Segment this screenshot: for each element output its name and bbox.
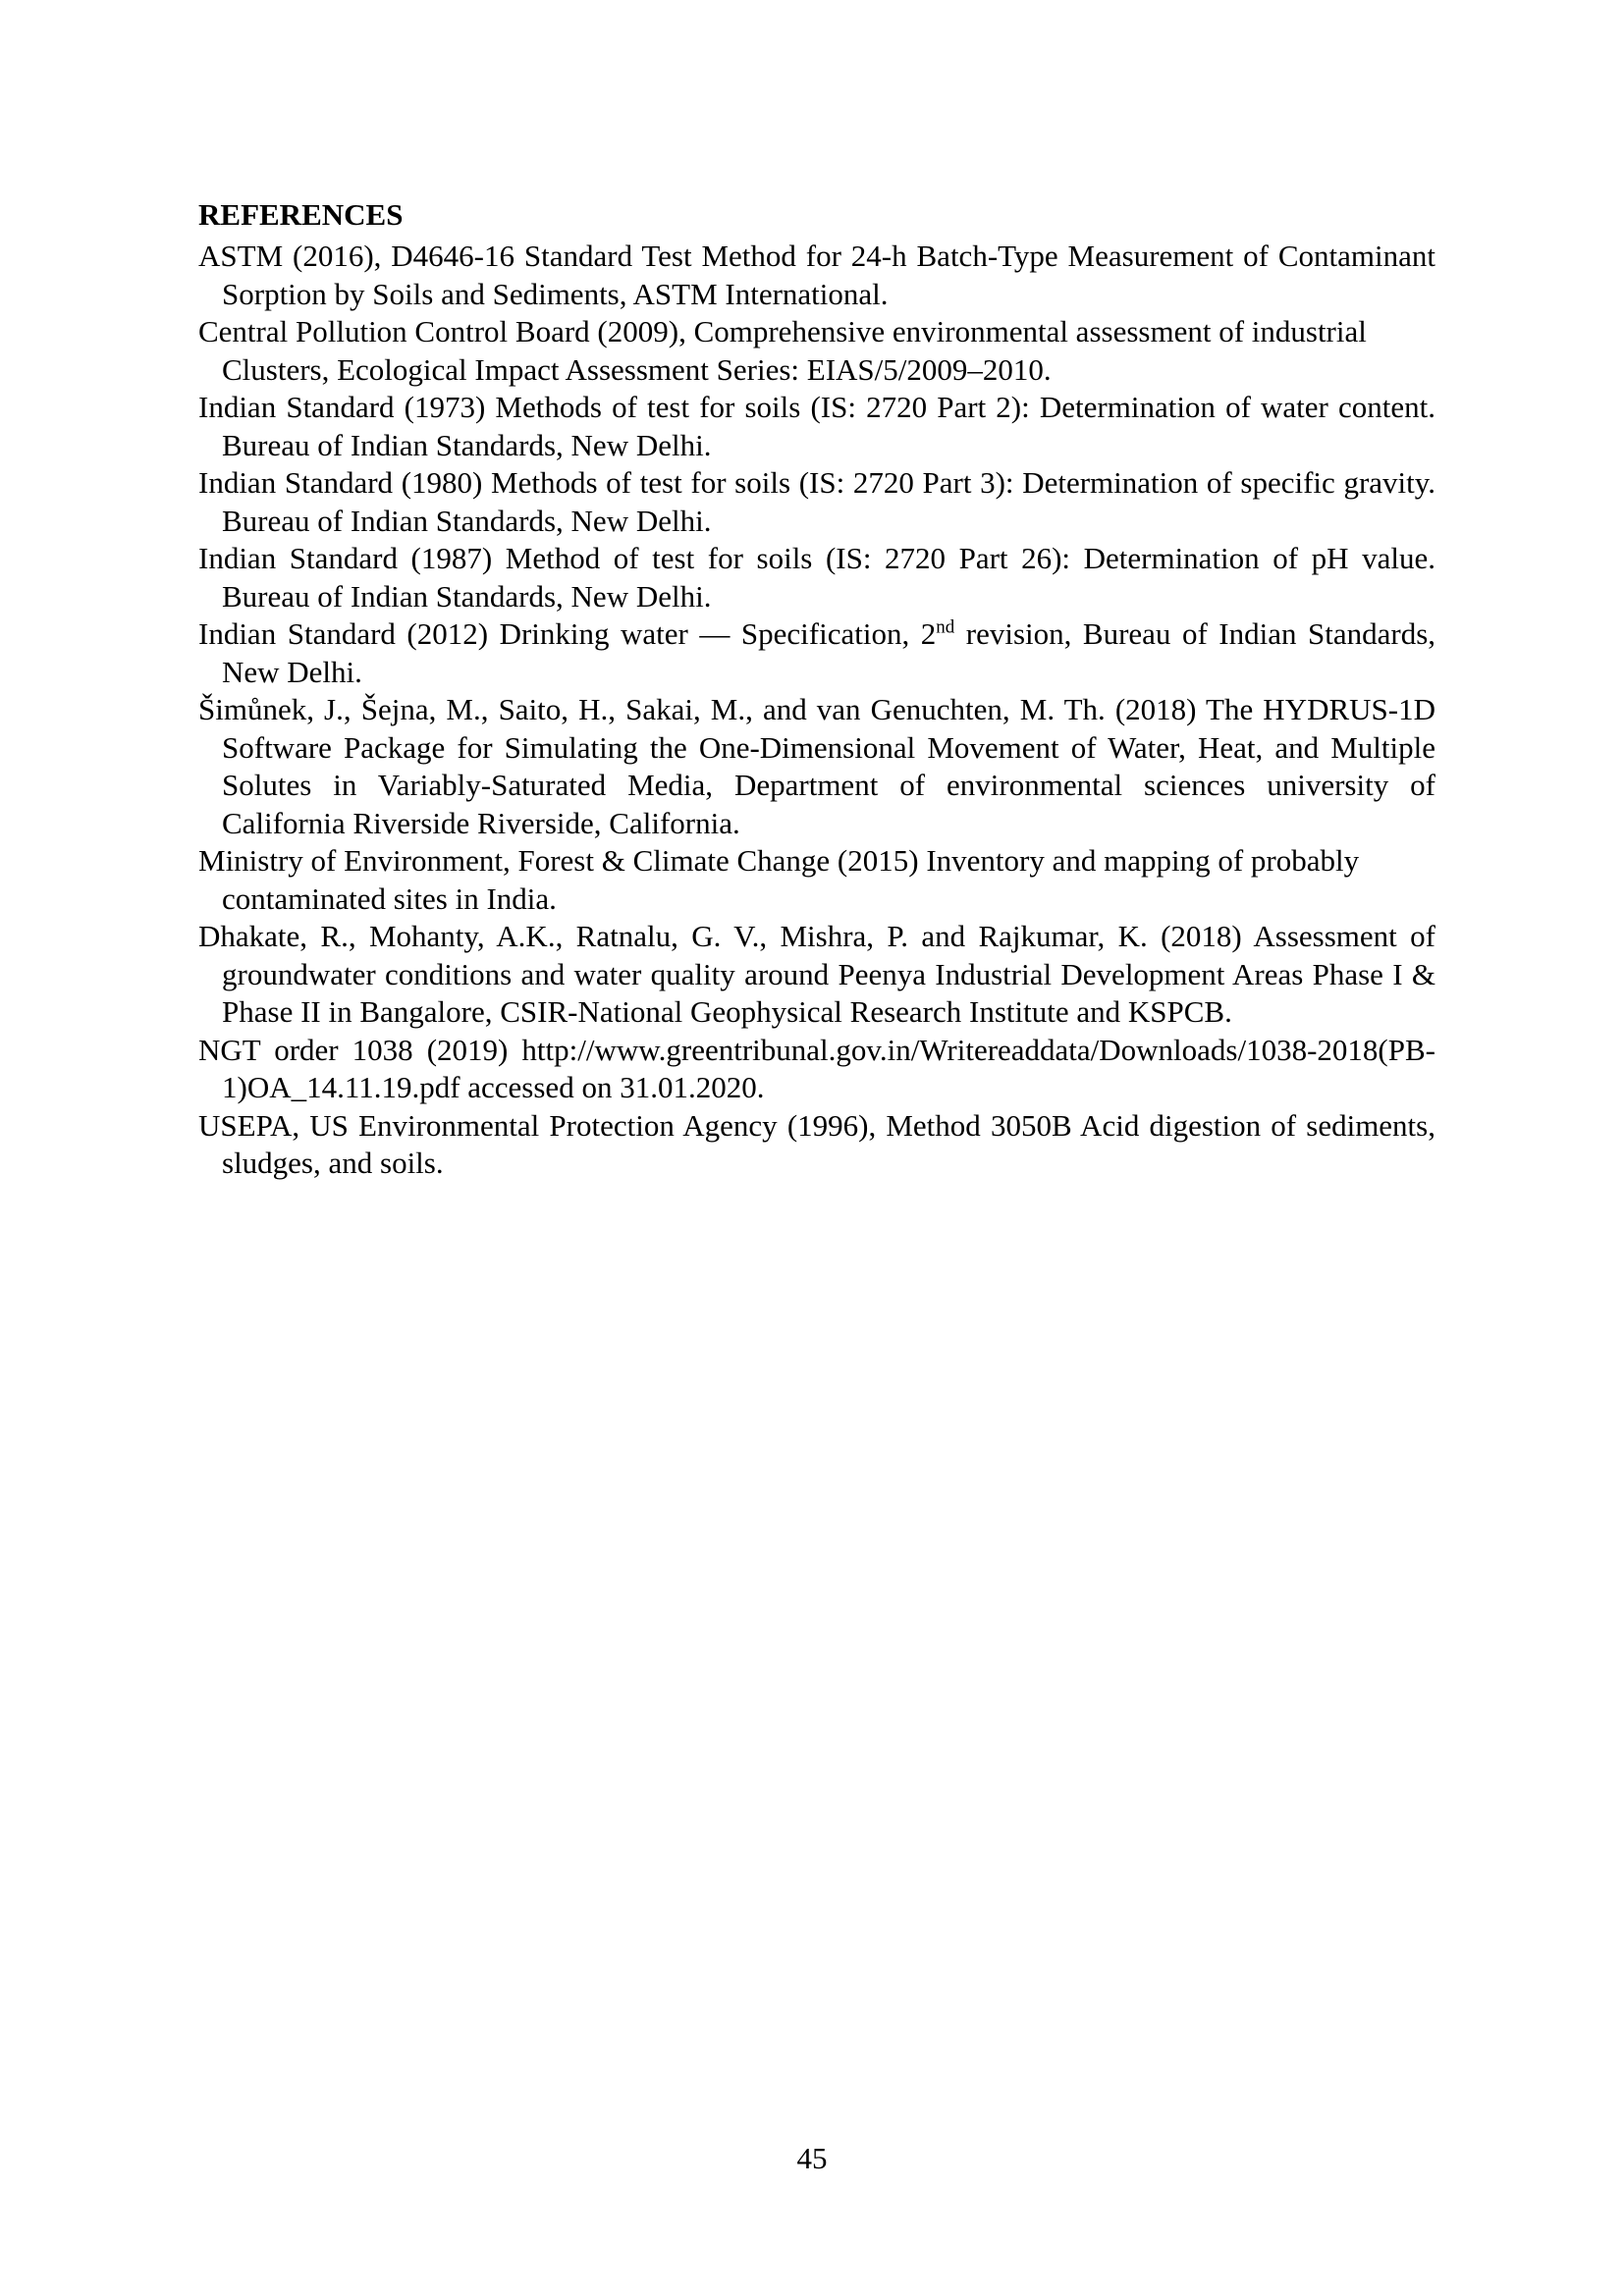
page-number: 45 bbox=[796, 2141, 828, 2175]
reference-item: NGT order 1038 (2019) http://www.greentribunal.gov.in/Writereaddata/Downloads/1038-2018(PB-1)OA_14.11.19.pdf accessed on 31.01.2020. bbox=[198, 1032, 1435, 1104]
reference-item: Dhakate, R., Mohanty, A.K., Ratnalu, G. V., Mishra, P. and Rajkumar, K. (2018) Assessment of groundwater conditions and water quality around Peenya Industrial Development Areas Phase I & Phase II in Bangalore, CSIR-National Geophysical Research Institute and KSPCB. bbox=[198, 919, 1435, 1029]
reference-text: Indian Standard (2012) Drinking water — Specification, 2 bbox=[198, 616, 937, 651]
reference-item: Indian Standard (1973) Methods of test for soils (IS: 2720 Part 2): Determination of water content. Bureau of Indian Standards, New Delhi. bbox=[198, 390, 1435, 462]
reference-list bbox=[198, 238, 1435, 1183]
section-heading: REFERENCES bbox=[198, 197, 404, 232]
references-section bbox=[198, 196, 1435, 1183]
reference-item: Ministry of Environment, Forest & Climate Change (2015) Inventory and mapping of probably contaminated sites in India. bbox=[198, 843, 1360, 916]
reference-item: USEPA, US Environmental Protection Agency (1996), Method 3050B Acid digestion of sediments, sludges, and soils. bbox=[198, 1107, 1435, 1180]
reference-item: Indian Standard (1987) Method of test for soils (IS: 2720 Part 26): Determination of pH value. Bureau of Indian Standards, New Delhi. bbox=[198, 541, 1435, 614]
reference-item: ASTM (2016), D4646-16 Standard Test Method for 24-h Batch-Type Measurement of Contaminant Sorption by Soils and Sediments, ASTM International. bbox=[198, 239, 1435, 311]
reference-item: Central Pollution Control Board (2009), Comprehensive environmental assessment of industrial Clusters, Ecological Impact Assessment Series: EIAS/5/2009–2010. bbox=[198, 314, 1367, 387]
reference-superscript: nd bbox=[936, 616, 955, 638]
reference-item: Indian Standard (1980) Methods of test for soils (IS: 2720 Part 3): Determination of specific gravity. Bureau of Indian Standards, New Delhi. bbox=[198, 465, 1435, 538]
reference-item: Šimůnek, J., Šejna, M., Saito, H., Sakai, M., and van Genuchten, M. Th. (2018) The HYDRUS-1D Software Package for Simulating the One-Dimensional Movement of Water, Heat, and Multiple Solutes in Variably-Saturated Media, Department of environmental sciences university of California Riverside Riverside, California. bbox=[198, 692, 1435, 840]
reference-text: revision, Bureau of Indian Standards, New Delhi. bbox=[222, 616, 1436, 689]
reference-item bbox=[198, 615, 1435, 691]
